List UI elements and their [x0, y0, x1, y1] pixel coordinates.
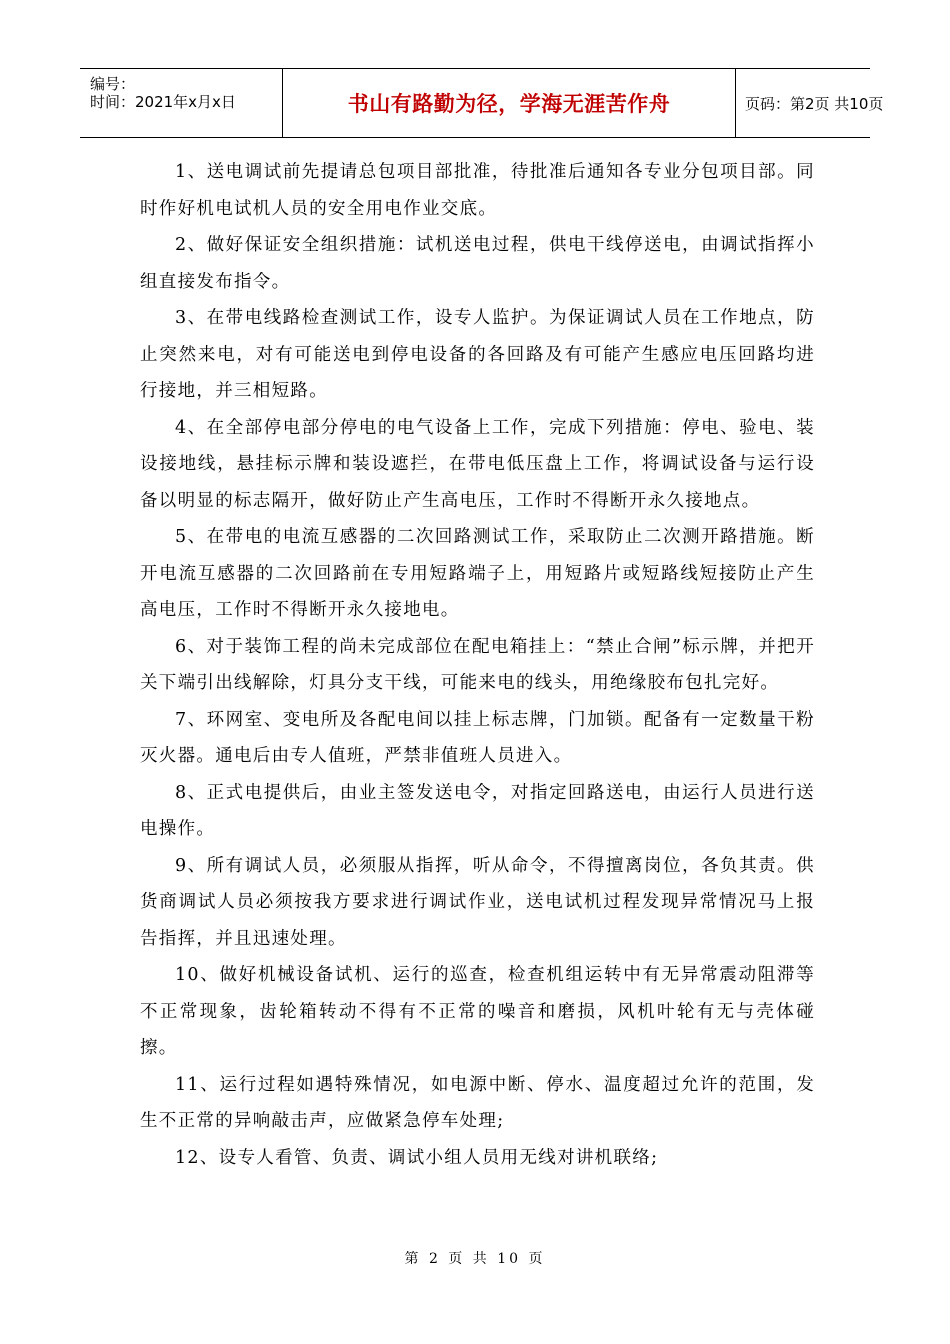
- paragraph-10: 10、做好机械设备试机、运行的巡查，检查机组运转中有无异常震动阻滞等不正常现象，齿轮箱转动不得有不正常的噪音和磨损，风机叶轮有无与壳体碰擦。: [140, 965, 815, 1058]
- document-date-label: 时间：2021年x月x日: [90, 93, 236, 111]
- document-body: [140, 154, 815, 1176]
- page-footer: 第 2 页 共 10 页: [404, 1251, 546, 1267]
- paragraph-8: 8、正式电提供后，由业主签发送电令，对指定回路送电，由运行人员进行送电操作。: [140, 782, 815, 839]
- paragraph-7: 7、环网室、变电所及各配电间以挂上标志牌，门加锁。配备有一定数量干粉灭火器。通电后由专人值班，严禁非值班人员进入。: [140, 709, 815, 766]
- header-page-number: 页码：第2页 共10页: [745, 94, 884, 113]
- page-header: [80, 68, 884, 138]
- paragraph-12: 12、设专人看管、负责、调试小组人员用无线对讲机联络;: [175, 1147, 659, 1168]
- paragraph-2: 2、做好保证安全组织措施：试机送电过程，供电干线停送电，由调试指挥小组直接发布指令。: [140, 235, 815, 292]
- paragraph-9: 9、所有调试人员，必须服从指挥，听从命令，不得擅离岗位，各负其责。供货商调试人员必须按我方要求进行调试作业，送电试机过程发现异常情况马上报告指挥，并且迅速处理。: [140, 855, 815, 949]
- header-info-cell: [80, 69, 280, 137]
- paragraph-1: 1、送电调试前先提请总包项目部批准，待批准后通知各专业分包项目部。同时作好机电试机人员的安全用电作业交底。: [140, 162, 815, 219]
- document-number-label: 编号：: [90, 75, 136, 93]
- paragraph-6: 6、对于装饰工程的尚未完成部位在配电箱挂上：“禁止合闸”标示牌，并把开关下端引出线解除，灯具分支干线，可能来电的线头，用绝缘胶布包扎完好。: [140, 636, 815, 693]
- paragraph-4: 4、在全部停电部分停电的电气设备上工作，完成下列措施：停电、验电、装设接地线，悬挂标示牌和装设遮拦，在带电低压盘上工作，将调试设备与运行设备以明显的标志隔开，做好防止产生高电压，工作时不得断开永久接地点。: [140, 417, 815, 511]
- paragraph-5: 5、在带电的电流互感器的二次回路测试工作，采取防止二次测开路措施。断开电流互感器的二次回路前在专用短路端子上，用短路片或短路线短接防止产生高电压，工作时不得断开永久接地电。: [140, 527, 815, 620]
- header-motto-cell: [282, 69, 736, 137]
- paragraph-11: 11、运行过程如遇特殊情况，如电源中断、停水、温度超过允许的范围，发生不正常的异响敲击声，应做紧急停车处理;: [140, 1074, 815, 1131]
- paragraph-3: 3、在带电线路检查测试工作，设专人监护。为保证调试人员在工作地点，防止突然来电，对有可能送电到停电设备的各回路及有可能产生感应电压回路均进行接地，并三相短路。: [140, 308, 815, 401]
- header-page-cell: [735, 69, 884, 137]
- motto-text: 书山有路勤为径，学海无涯苦作舟: [347, 92, 671, 116]
